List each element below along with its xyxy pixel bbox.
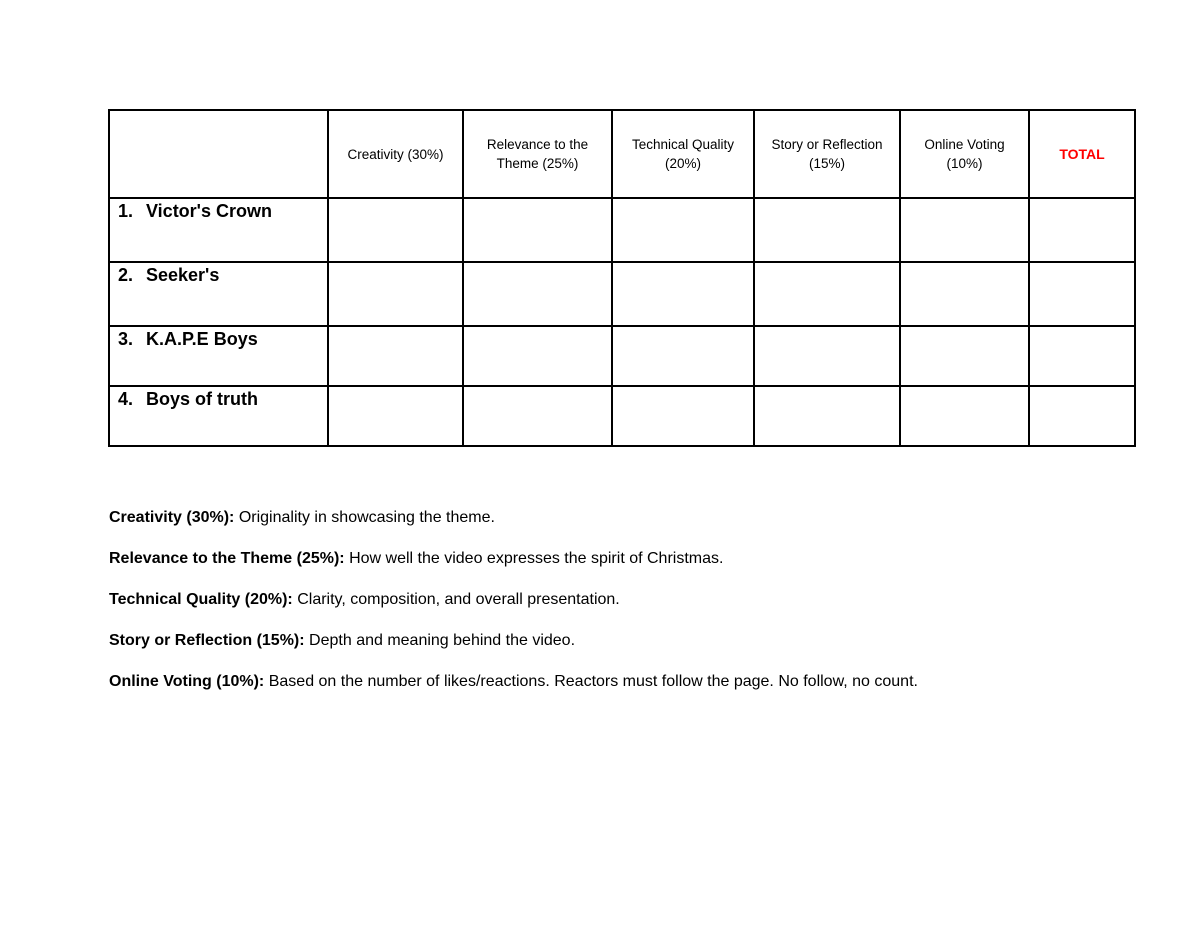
score-cell-story-reflection[interactable]	[754, 326, 900, 386]
table-row	[109, 198, 1135, 262]
score-cell-total[interactable]	[1029, 386, 1135, 446]
score-cell-technical-quality[interactable]	[612, 198, 754, 262]
score-cell-total[interactable]	[1029, 198, 1135, 262]
score-cell-online-voting[interactable]	[900, 198, 1029, 262]
criterion-text: Clarity, composition, and overall presentation.	[297, 591, 620, 608]
score-cell-creativity[interactable]	[328, 198, 463, 262]
score-cell-creativity[interactable]	[328, 262, 463, 326]
criterion-label: Story or Reflection (15%):	[109, 632, 305, 649]
table-row	[109, 262, 1135, 326]
score-cell-technical-quality[interactable]	[612, 326, 754, 386]
criterion-relevance	[109, 549, 1109, 569]
header-row	[109, 110, 1135, 198]
entry-number: 1.	[118, 201, 134, 221]
header-technical-quality: Technical Quality (20%)	[612, 110, 754, 198]
score-cell-relevance[interactable]	[463, 386, 612, 446]
criteria-descriptions	[109, 508, 1109, 713]
header-total: TOTAL	[1029, 110, 1135, 198]
entry-name-cell	[109, 326, 328, 386]
criterion-label: Relevance to the Theme (25%):	[109, 550, 345, 567]
entry-name: K.A.P.E Boys	[146, 329, 258, 349]
table-row	[109, 386, 1135, 446]
score-cell-creativity[interactable]	[328, 326, 463, 386]
entry-name-cell	[109, 198, 328, 262]
entry-name: Victor's Crown	[146, 201, 272, 221]
score-cell-online-voting[interactable]	[900, 326, 1029, 386]
entry-name: Boys of truth	[146, 389, 258, 409]
header-relevance: Relevance to the Theme (25%)	[463, 110, 612, 198]
criterion-text: How well the video expresses the spirit of Christmas.	[349, 550, 724, 567]
score-cell-total[interactable]	[1029, 262, 1135, 326]
criterion-online-voting	[109, 672, 1109, 692]
criterion-creativity	[109, 508, 1109, 528]
criterion-text: Originality in showcasing the theme.	[238, 509, 495, 526]
entry-name-cell	[109, 386, 328, 446]
criterion-text: Depth and meaning behind the video.	[309, 632, 576, 649]
scoring-table	[108, 109, 1136, 447]
score-cell-online-voting[interactable]	[900, 386, 1029, 446]
score-cell-relevance[interactable]	[463, 198, 612, 262]
criterion-technical-quality	[109, 590, 1109, 610]
entry-number: 3.	[118, 329, 134, 349]
score-cell-technical-quality[interactable]	[612, 386, 754, 446]
score-cell-story-reflection[interactable]	[754, 262, 900, 326]
score-cell-story-reflection[interactable]	[754, 198, 900, 262]
entry-name-cell	[109, 262, 328, 326]
header-creativity: Creativity (30%)	[328, 110, 463, 198]
header-online-voting: Online Voting (10%)	[900, 110, 1029, 198]
criterion-story-reflection	[109, 631, 1109, 651]
entry-name: Seeker's	[146, 265, 220, 285]
entry-number: 4.	[118, 389, 134, 409]
score-cell-relevance[interactable]	[463, 262, 612, 326]
criterion-label: Creativity (30%):	[109, 509, 235, 526]
score-cell-online-voting[interactable]	[900, 262, 1029, 326]
table-row	[109, 326, 1135, 386]
header-blank	[109, 110, 328, 198]
score-cell-relevance[interactable]	[463, 326, 612, 386]
score-cell-total[interactable]	[1029, 326, 1135, 386]
criterion-label: Technical Quality (20%):	[109, 591, 293, 608]
score-cell-technical-quality[interactable]	[612, 262, 754, 326]
entry-number: 2.	[118, 265, 134, 285]
score-cell-story-reflection[interactable]	[754, 386, 900, 446]
criterion-text: Based on the number of likes/reactions. Reactors must follow the page. No follow, no count.	[268, 673, 918, 690]
header-story-reflection: Story or Reflection (15%)	[754, 110, 900, 198]
criterion-label: Online Voting (10%):	[109, 673, 265, 690]
score-cell-creativity[interactable]	[328, 386, 463, 446]
